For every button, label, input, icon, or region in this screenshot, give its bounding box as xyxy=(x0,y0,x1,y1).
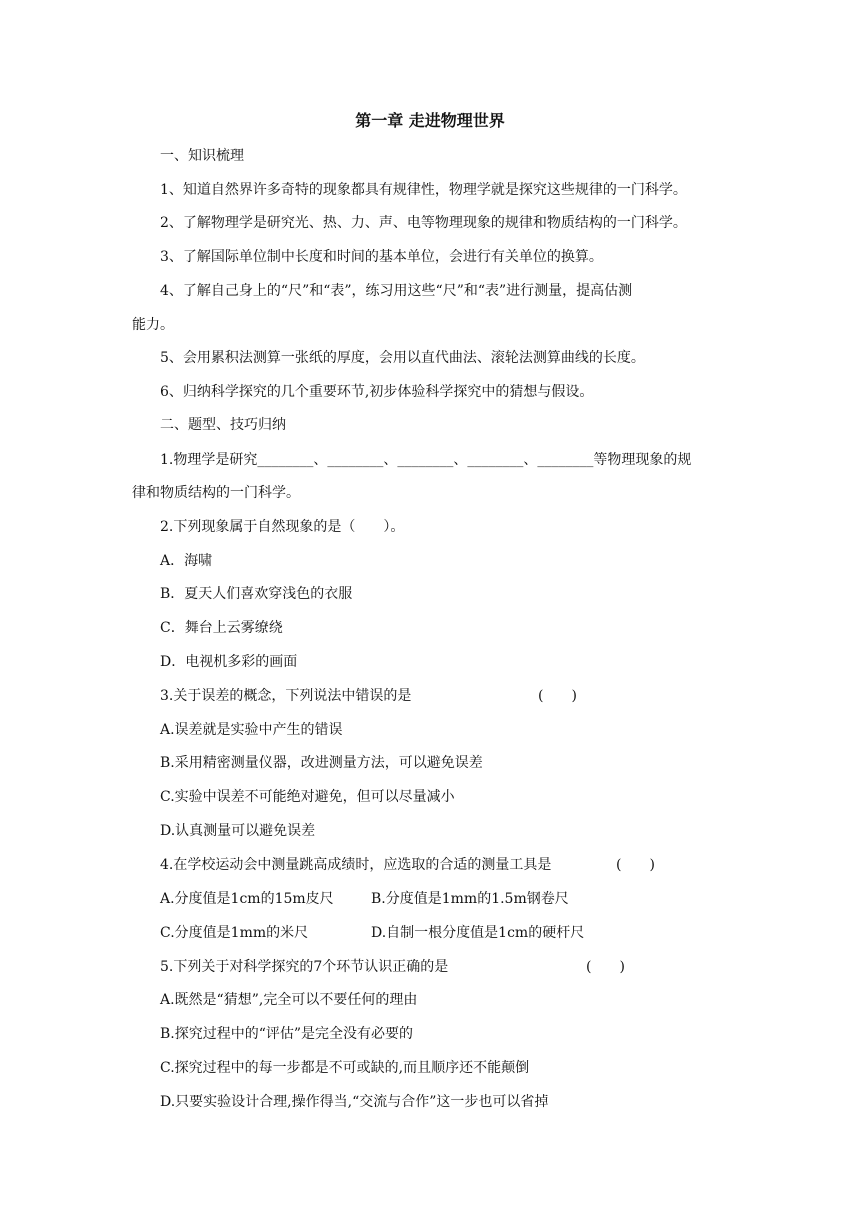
knowledge-item-5: 5、会用累积法测算一张纸的厚度，会用以直代曲法、滚轮法测算曲线的长度。 xyxy=(160,350,645,366)
question-5-answer-paren: ( ) xyxy=(586,959,625,975)
question-2-option-d: D．电视机多彩的画面 xyxy=(160,654,298,670)
question-4-option-a: A.分度值是1cm的15m皮尺 xyxy=(160,891,334,907)
question-2-option-a: A．海啸 xyxy=(160,553,213,569)
knowledge-item-4: 4、了解自己身上的“尺”和“表”，练习用这些“尺”和“表”进行测量，提高估测 xyxy=(160,283,633,299)
knowledge-item-1: 1、知道自然界许多奇特的现象都具有规律性，物理学就是探究这些规律的一门科学。 xyxy=(160,182,687,198)
question-5-option-d: D.只要实验设计合理,操作得当,“交流与合作”这一步也可以省掉 xyxy=(160,1094,549,1110)
knowledge-item-4-cont: 能力。 xyxy=(132,317,174,333)
page-title: 第一章 走进物理世界 xyxy=(355,111,505,130)
question-3-option-d: D.认真测量可以避免误差 xyxy=(160,823,316,839)
question-4-option-b: B.分度值是1mm的1.5m钢卷尺 xyxy=(371,891,569,907)
knowledge-item-6: 6、归纳科学探究的几个重要环节,初步体验科学探究中的猜想与假设。 xyxy=(160,384,594,400)
question-5-option-a: A.既然是“猜想”,完全可以不要任何的理由 xyxy=(160,992,418,1008)
question-1-line-2: 律和物质结构的一门科学。 xyxy=(132,485,300,501)
question-4-answer-paren: ( ) xyxy=(616,857,655,873)
question-3-option-a: A.误差就是实验中产生的错误 xyxy=(160,722,343,738)
question-4-option-c: C.分度值是1mm的米尺 xyxy=(160,925,309,941)
question-3-stem: 3.关于误差的概念，下列说法中错误的是 xyxy=(160,688,412,704)
question-2-stem: 2.下列现象属于自然现象的是（ ）。 xyxy=(160,519,405,535)
question-2-option-b: B．夏天人们喜欢穿浅色的衣服 xyxy=(160,586,353,602)
section-heading-knowledge: 一、知识梳理 xyxy=(160,148,244,164)
knowledge-item-3: 3、了解国际单位制中长度和时间的基本单位，会进行有关单位的换算。 xyxy=(160,249,603,265)
knowledge-item-2: 2、了解物理学是研究光、热、力、声、电等物理现象的规律和物质结构的一门科学。 xyxy=(160,215,687,231)
question-5-option-c: C.探究过程中的每一步都是不可或缺的,而且顺序还不能颠倒 xyxy=(160,1060,530,1076)
question-3-option-b: B.采用精密测量仪器，改进测量方法，可以避免误差 xyxy=(160,755,483,771)
question-4-stem: 4.在学校运动会中测量跳高成绩时，应选取的合适的测量工具是 xyxy=(160,857,552,873)
question-5-option-b: B.探究过程中的“评估”是完全没有必要的 xyxy=(160,1026,414,1042)
question-4-option-d: D.自制一根分度值是1cm的硬杆尺 xyxy=(371,925,585,941)
question-3-answer-paren: ( ) xyxy=(538,688,577,704)
question-3-option-c: C.实验中误差不可能绝对避免，但可以尽量减小 xyxy=(160,789,455,805)
question-2-option-c: C．舞台上云雾缭绕 xyxy=(160,620,283,636)
section-heading-questions: 二、题型、技巧归纳 xyxy=(160,417,286,433)
question-5-stem: 5.下列关于对科学探究的7个环节认识正确的是 xyxy=(160,959,449,975)
question-1-line-1: 1.物理学是研究________、________、________、________、________等物理现象的规 xyxy=(160,452,692,468)
